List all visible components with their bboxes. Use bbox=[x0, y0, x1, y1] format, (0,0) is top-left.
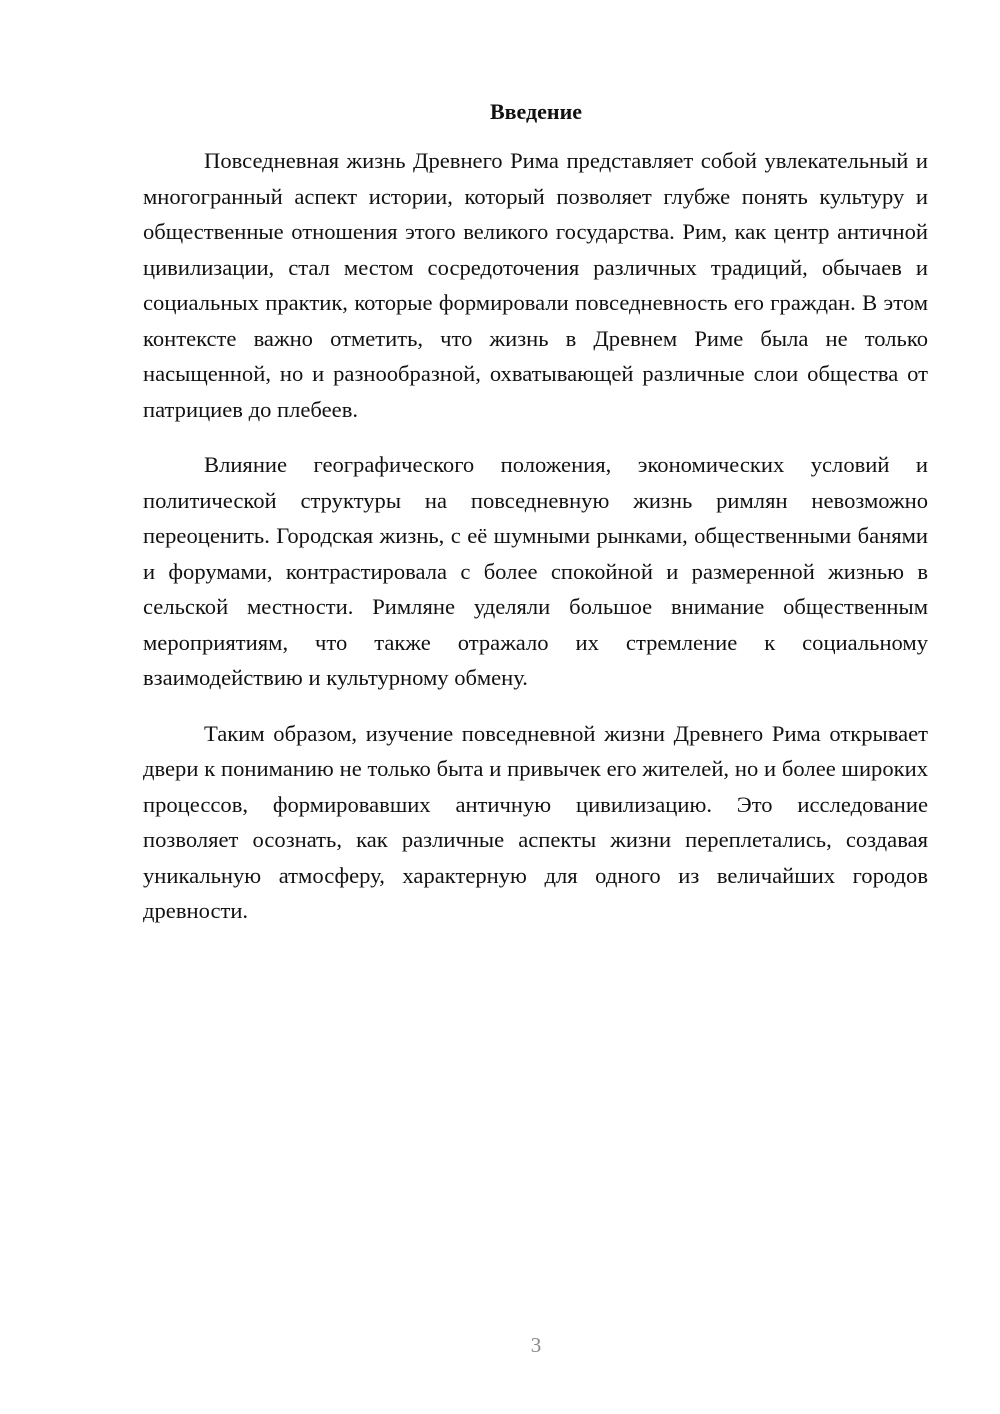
body-text bbox=[143, 143, 928, 929]
page-number: 3 bbox=[530, 1333, 542, 1357]
paragraph-3: Таким образом, изучение повседневной жизни Древнего Рима открывает двери к пониманию не только быта и привычек его жителей, но и более широких процессов, формировавших античную цивилизацию. Это исследование позволяет осознать, как различные аспекты жизни переплетались, создавая уникальную атмосферу, характерную для одного из величайших городов древности. bbox=[143, 720, 928, 923]
paragraph-2: Влияние географического положения, экономических условий и политической структуры на повседневную жизнь римлян невозможно переоценить. Городская жизнь, с её шумными рынками, общественными банями и форумами, контрастировала с более спокойной и размеренной жизнью в сельской местности. Римляне уделяли большое внимание общественным мероприятиям, что также отражало их стремление к социальному взаимодействию и культурному обмену. bbox=[143, 452, 928, 690]
paragraph-1: Повседневная жизнь Древнего Рима представляет собой увлекательный и многогранный аспект истории, который позволяет глубже понять культуру и общественные отношения этого великого государства. Рим, как центр античной цивилизации, стал местом сосредоточения различных традиций, обычаев и социальных практик, которые формировали повседневность его граждан. В этом контексте важно отметить, что жизнь в Древнем Риме была не только насыщенной, но и разнообразной, охватывающей различные слои общества от патрициев до плебеев. bbox=[143, 148, 928, 422]
section-heading: Введение bbox=[489, 99, 583, 124]
